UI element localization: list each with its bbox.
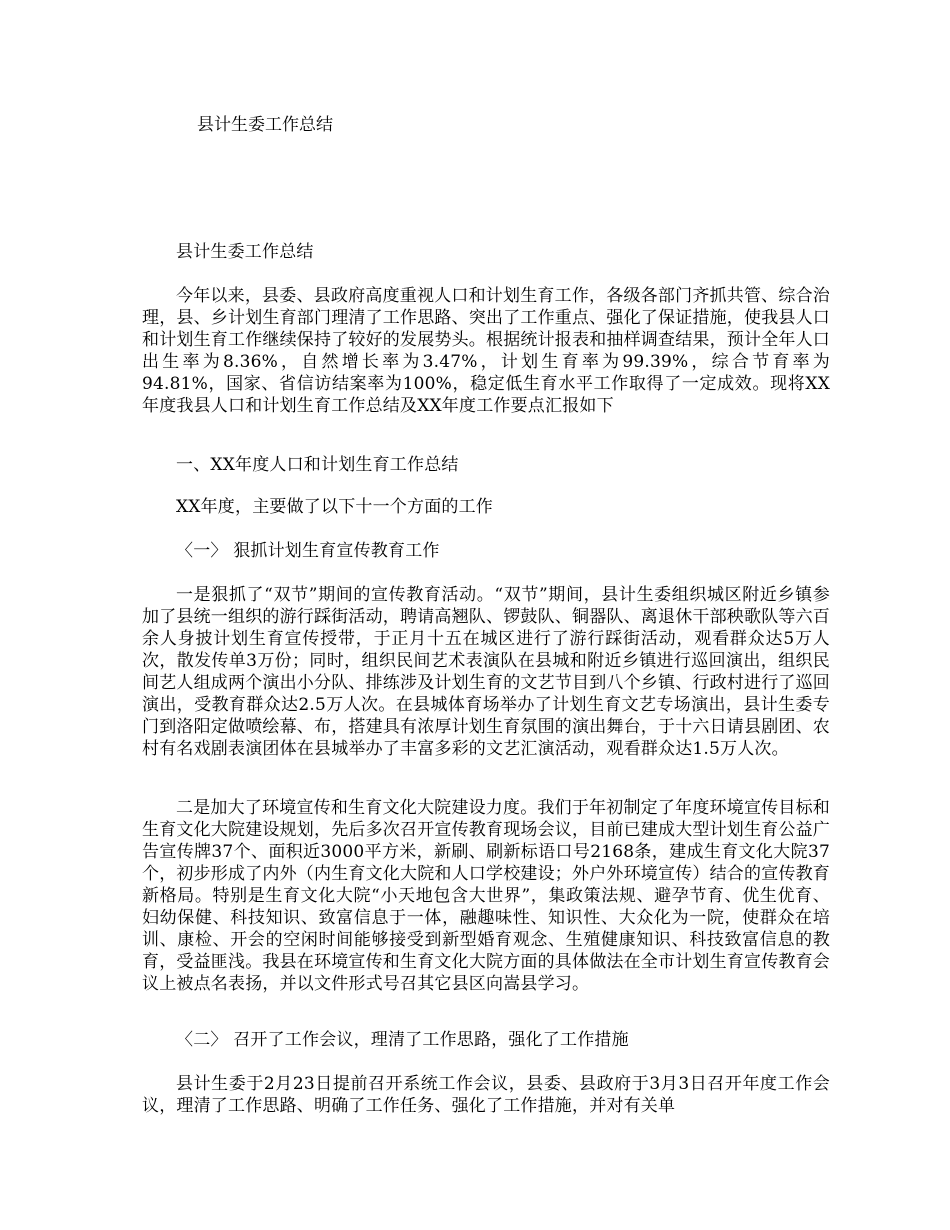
section-heading-1: 一、XX年度人口和计划生育工作总结	[176, 455, 459, 475]
paragraph-work-meeting: 县计生委于2月23日提前召开系统工作会议，县委、县政府于3月3日召开年度工作会议，理清了工作思路、明确了工作任务、强化了工作措施，并对有关单	[142, 1074, 830, 1116]
cover-title: 县计生委工作总结	[197, 115, 333, 135]
section-summary: XX年度，主要做了以下十一个方面的工作	[176, 497, 494, 517]
document-heading: 县计生委工作总结	[176, 242, 314, 262]
paragraph-environment-campaign: 二是加大了环境宣传和生育文化大院建设力度。我们于年初制定了年度环境宣传目标和生育文化大院建设规划，先后多次召开宣传教育现场会议，目前已建成大型计划生育公益广告宣传牌37个、面积近3000平方米，新刷、刷新标语口号2168条，建成生育文化大院37个，初步形成了内外（内生育文化大院和人口学校建设；外户外环境宣传）结合的宣传教育新格局。特别是生育文化大院“小天地包含大世界”，集政策法规、避孕节育、优生优育、妇幼保健、科技知识、致富信息于一体，融趣味性、知识性、大众化为一院，使群众在培训、康检、开会的空闲时间能够接受到新型婚育观念、生殖健康知识、科技致富信息的教育，受益匪浅。我县在环境宣传和生育文化大院方面的具体做法在全市计划生育宣传教育会议上被点名表扬，并以文件形式号召其它县区向嵩县学习。	[142, 798, 830, 994]
paragraph-intro: 今年以来，县委、县政府高度重视人口和计划生育工作，各级各部门齐抓共管、综合治理，县、乡计划生育部门理清了工作思路、突出了工作重点、强化了保证措施，使我县人口和计划生育工作继续保持了较好的发展势头。根据统计报表和抽样调查结果，预计全年人口出生率为8.36%，自然增长率为3.47%，计划生育率为99.39%，综合节育率为94.81%，国家、省信访结案率为100%，稳定低生育水平工作取得了一定成效。现将XX年度我县人口和计划生育工作总结及XX年度工作要点汇报如下	[142, 286, 830, 416]
subsection-heading-1: 〈一〉 狠抓计划生育宣传教育工作	[176, 541, 440, 561]
subsection-heading-2: 〈二〉 召开了工作会议，理清了工作思路，强化了工作措施	[176, 1030, 629, 1050]
paragraph-festival-campaign: 一是狠抓了“双节”期间的宣传教育活动。“双节”期间，县计生委组织城区附近乡镇参加了县统一组织的游行踩街活动，聘请高翘队、锣鼓队、铜器队、离退休干部秧歌队等六百余人身披计划生育宣传授带，于正月十五在城区进行了游行踩街活动，观看群众达5万人次，散发传单3万份；同时，组织民间艺术表演队在县城和附近乡镇进行巡回演出，组织民间艺人组成两个演出小分队、排练涉及计划生育的文艺节目到八个乡镇、行政村进行了巡回演出，受教育群众达2.5万人次。在县城体育场举办了计划生育文艺专场演出，县计生委专门到洛阳定做喷绘幕、布，搭建具有浓厚计划生育氛围的演出舞台，于十六日请县剧团、农村有名戏剧表演团体在县城举办了丰富多彩的文艺汇演活动，观看群众达1.5万人次。	[142, 585, 830, 759]
